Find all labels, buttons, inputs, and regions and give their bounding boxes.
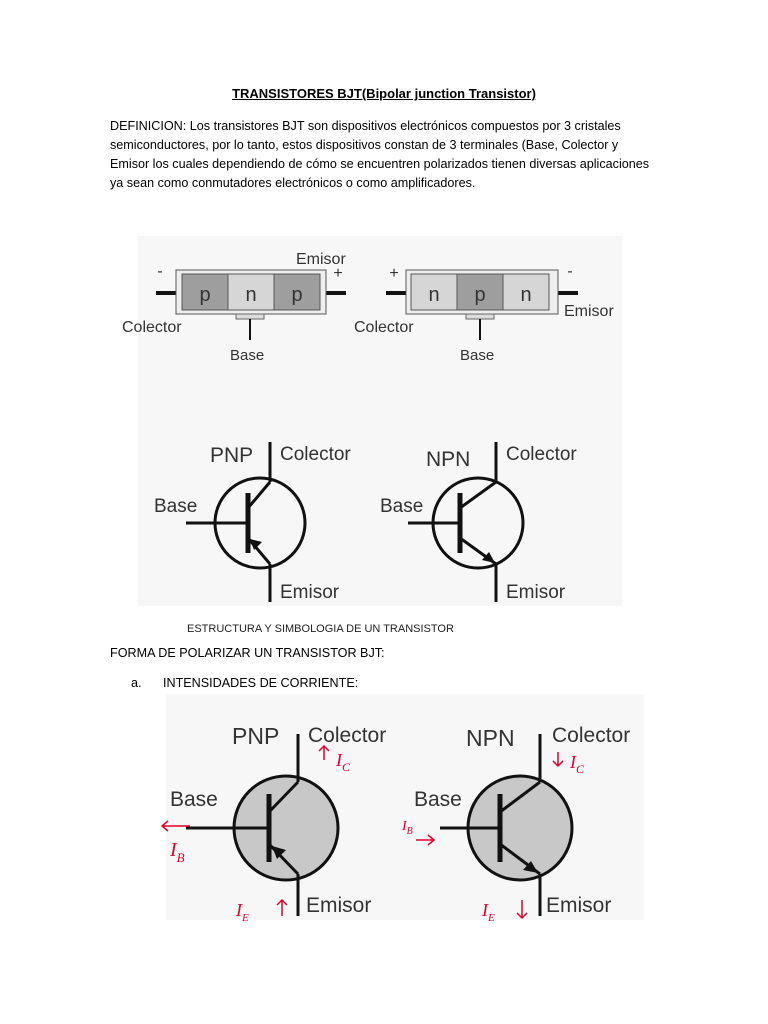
pnp-current-base-label: Base [170,788,218,811]
pnp-collector-label: Colector [122,319,182,336]
npn-layer-2-label: p [474,284,486,306]
npn-base-label: Base [460,347,495,364]
npn-ic-label: $I_C$ [570,752,585,776]
pnp-current-type-label: PNP [232,723,280,749]
pnp-ic-label: $I_C$ [336,750,351,774]
npn-collector-symbol-label: Colector [506,444,577,465]
npn-collector-label: Colector [354,319,414,336]
figure-structure-symbology [122,236,622,606]
list-marker: a. [131,676,142,690]
npn-emitter-symbol-label: Emisor [506,582,566,603]
npn-layer-3-label: n [520,284,532,306]
list-item-text: INTENSIDADES DE CORRIENTE: [163,676,359,690]
npn-layer-1-label: n [428,284,440,306]
pnp-ie-label: $I_E$ [236,900,249,924]
pnp-emitter-label: Emisor [296,251,346,268]
npn-current-collector-label: Colector [552,724,631,747]
pnp-current-symbol [162,723,386,924]
npn-structure [354,263,614,364]
pnp-current-emitter-label: Emisor [306,894,372,917]
pnp-collector-symbol-label: Colector [280,444,351,465]
page-title: TRANSISTORES BJT(Bipolar junction Transistor) [232,86,536,101]
pnp-base-symbol-label: Base [154,496,198,517]
npn-ie-label: $I_E$ [482,900,495,924]
npn-base-symbol-label: Base [380,496,424,517]
npn-current-emitter-label: Emisor [546,894,612,917]
figure-caption: ESTRUCTURA Y SIMBOLOGIA DE UN TRANSISTOR [187,623,454,635]
npn-current-symbol [401,724,630,924]
npn-type-label: NPN [426,448,471,471]
pnp-right-sign: + [333,265,343,282]
pnp-type-label: PNP [210,444,254,467]
npn-right-sign: - [567,263,573,280]
pnp-left-sign: - [157,263,163,280]
pnp-layer-1-label: p [199,284,211,306]
pnp-emitter-symbol-label: Emisor [280,582,340,603]
section-title: FORMA DE POLARIZAR UN TRANSISTOR BJT: [110,646,385,660]
npn-symbol [380,442,577,603]
pnp-current-collector-label: Colector [308,724,387,747]
npn-current-base-label: Base [414,788,462,811]
pnp-symbol [154,442,351,603]
pnp-layer-3-label: p [291,284,303,306]
pnp-structure [122,251,346,364]
npn-ib-label: $I_B$ [402,819,413,837]
figure-currents [166,694,644,924]
pnp-layer-2-label: n [245,284,257,306]
npn-emitter-label: Emisor [564,303,614,320]
definition-paragraph: DEFINICION: Los transistores BJT son dispositivos electrónicos compuestos por 3 cristales semiconductores, por lo tanto, estos dispositivos constan de 3 terminales (Base, Colector y Emisor los cuales dependiendo de cómo se encuentren polarizados tienen diversas aplicaciones ya sean como conmutadores electrónicos o como amplificadores. [110,119,650,190]
list-item-currents [131,676,358,690]
npn-current-type-label: NPN [466,725,515,751]
npn-left-sign: + [389,265,399,282]
pnp-base-label: Base [230,347,265,364]
pnp-ib-label: $I_B$ [170,839,185,865]
